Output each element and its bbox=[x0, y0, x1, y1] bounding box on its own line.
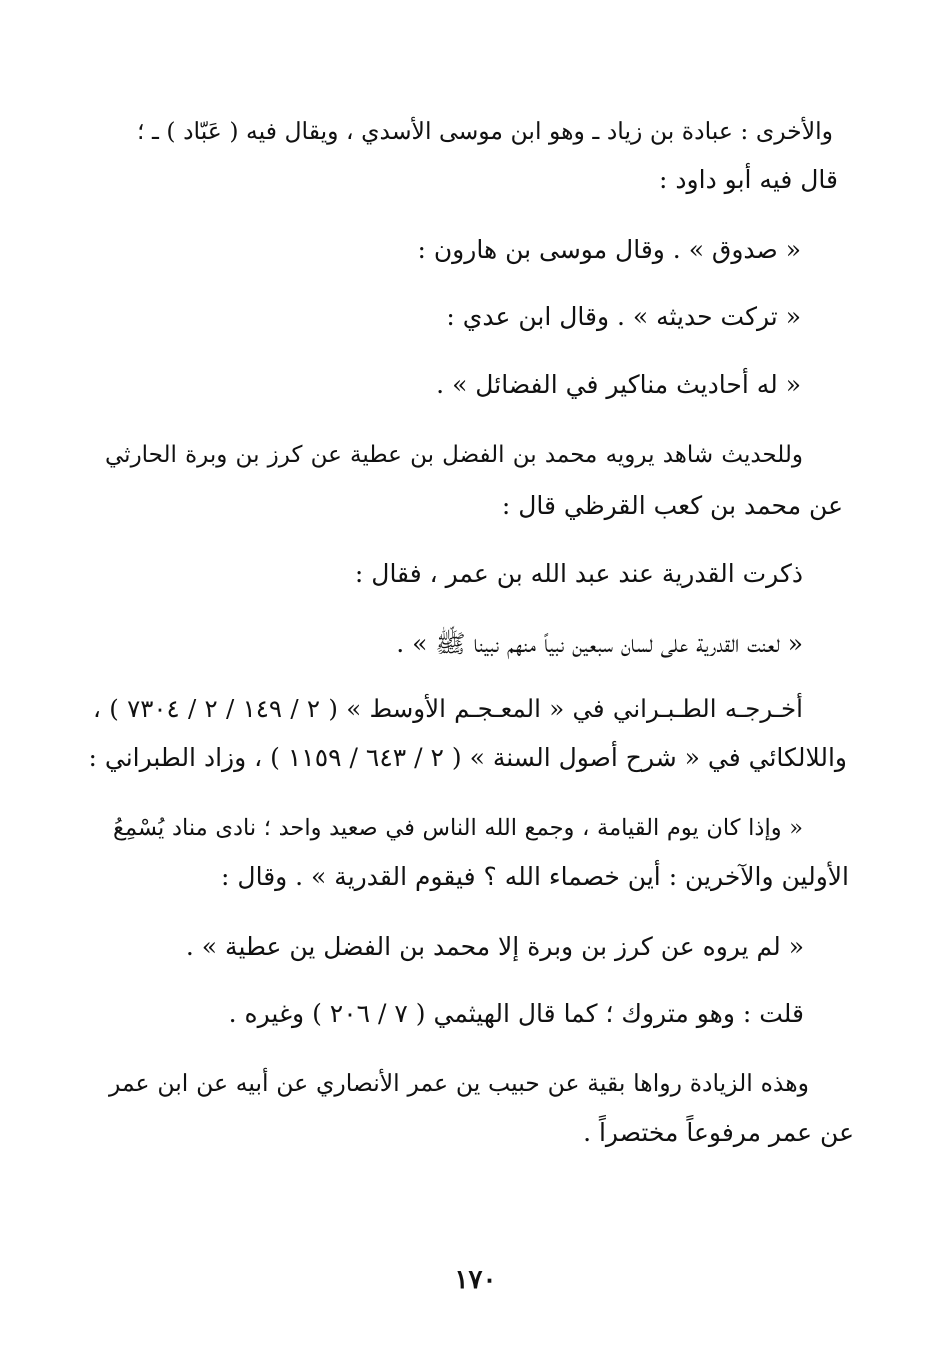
text-line: « وإذا كان يوم القيامة ، وجمع الله الناس في صعيد واحد ؛ نادى مناد يُسْمِعُ bbox=[113, 815, 803, 841]
text-line: قال فيه أبو داود : bbox=[659, 165, 838, 194]
text-line: وهذه الزيادة رواها بقية عن حبيب ين عمر الأنصاري عن أبيه عن ابن عمر bbox=[109, 1069, 809, 1097]
text-line: والأخرى : عبادة بن زياد ـ وهو ابن موسى الأسدي ، ويقال فيه ( عَبّاد ) ـ ؛ bbox=[137, 117, 833, 145]
text-line: « لم يروه عن كرز بن وبرة إلا محمد بن الفضل ين عطية » . bbox=[185, 932, 804, 961]
text-line: عن عمر مرفوعاً مختصراً . bbox=[583, 1118, 854, 1147]
text-line: « تركت حديثه » . وقال ابن عدي : bbox=[446, 302, 801, 331]
text-line: عن محمد بن كعب القرظي قال : bbox=[501, 491, 843, 520]
text-line: وللحديث شاهد يرويه محمد بن الفضل بن عطية عن كرز بن وبرة الحارثي bbox=[105, 442, 803, 468]
text-line: الأولين والآخرين : أين خصماء الله ؟ فيقوم القدرية » . وقال : bbox=[221, 862, 849, 891]
text-line: ذكرت القدرية عند عبد الله بن عمر ، فقال : bbox=[354, 559, 803, 588]
text-line: واللالكائي في « شرح أصول السنة » ( ٢ / ٦٤٣ / ١١٥٩ ) ، وزاد الطبراني : bbox=[88, 743, 847, 772]
text-line: « له أحاديث مناكير في الفضائل » . bbox=[436, 370, 801, 399]
page-number: ١٧٠ bbox=[454, 1265, 497, 1295]
text-line: قلت : وهو متروك ؛ كما قال الهيثمي ( ٧ / ٢٠٦ ) وغيره . bbox=[228, 999, 804, 1028]
text-line: « صدوق » . وقال موسى بن هارون : bbox=[417, 235, 801, 264]
text-line: أخـرجـه الطـبـراني في « المعـجـم الأوسط » ( ٢ / ١٤٩ / ٢ / ٧٣٠٤ ) ، bbox=[93, 694, 803, 723]
text-line: « لعنت القدرية على لسان سبعين نبياً منهم نبينا ﷺ » . bbox=[396, 629, 803, 658]
